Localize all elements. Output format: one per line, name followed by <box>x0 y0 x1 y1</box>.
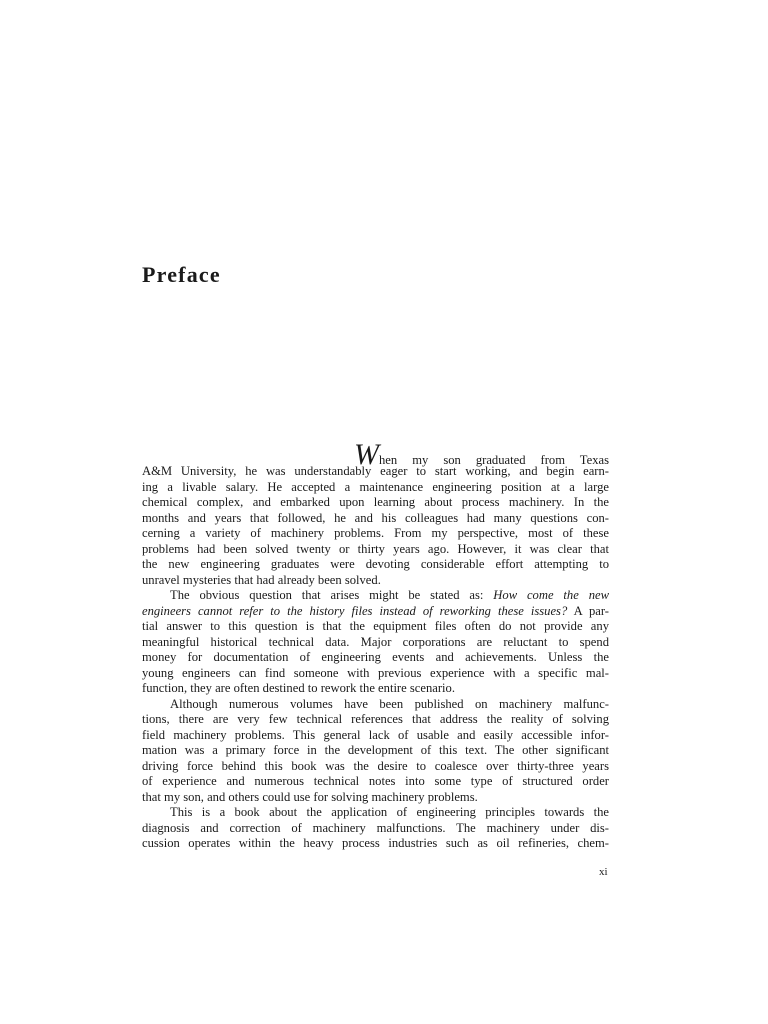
text-segment: hen my son graduated from Texas <box>379 453 609 467</box>
italic-segment: engineers cannot refer to the history files instead of reworking these issues? <box>142 603 568 618</box>
text-line <box>142 604 609 620</box>
text-segment: tial answer to this question is that the equipment files often do not provide any <box>142 619 609 633</box>
text-line <box>142 542 609 558</box>
text-segment: mation was a primary force in the development of this text. The other significant <box>142 743 609 757</box>
text-segment: cussion operates within the heavy process industries such as oil refineries, chem- <box>142 836 609 850</box>
text-segment: field machinery problems. This general lack of usable and easily accessible infor- <box>142 727 609 742</box>
italic-segment: How come the new <box>493 588 609 602</box>
text-segment: that my son, and others could use for solving machinery problems. <box>142 789 478 804</box>
text-line <box>142 588 609 604</box>
text-line <box>142 573 609 589</box>
text-segment: diagnosis and correction of machinery malfunctions. The machinery under dis- <box>142 820 609 835</box>
text-segment: function, they are often destined to rework the entire scenario. <box>142 681 455 695</box>
text-segment: the new engineering graduates were devoting considerable effort attempting to <box>142 557 609 571</box>
text-segment: of experience and numerous technical notes into some type of structured order <box>142 774 609 788</box>
text-line <box>142 790 609 806</box>
text-segment: Although numerous volumes have been published on machinery malfunc- <box>170 696 609 711</box>
page-number: xi <box>599 866 608 878</box>
text-segment: A&M University, he was understandably eager to start working, and begin earn- <box>142 464 609 478</box>
text-line <box>142 526 609 542</box>
text-line <box>142 480 609 496</box>
text-line <box>142 464 609 480</box>
text-segment: problems had been solved twenty or thirty years ago. However, it was clear that <box>142 541 609 556</box>
text-line <box>142 774 609 790</box>
text-segment: months and years that followed, he and his colleagues had many questions con- <box>142 510 609 525</box>
text-line <box>142 728 609 744</box>
text-segment: meaningful historical technical data. Major corporations are reluctant to spend <box>142 634 609 649</box>
text-line <box>142 697 609 713</box>
text-line <box>142 495 609 511</box>
text-segment: The obvious question that arises might be stated as: <box>170 588 494 602</box>
text-segment: young engineers can find someone with previous experience with a specific mal- <box>142 665 609 680</box>
text-segment: A par- <box>567 603 609 618</box>
text-line <box>142 743 609 759</box>
text-line <box>142 635 609 651</box>
text-line <box>142 666 609 682</box>
text-line <box>142 805 609 821</box>
text-segment: driving force behind this book was the desire to coalesce over thirty-three years <box>142 758 609 773</box>
text-segment: cerning a variety of machinery problems. From my perspective, most of these <box>142 526 609 540</box>
text-line <box>142 650 609 666</box>
text-segment: money for documentation of engineering events and achievements. Unless the <box>142 650 609 664</box>
text-segment: This is a book about the application of engineering principles towards the <box>170 805 609 819</box>
text-line <box>142 619 609 635</box>
text-line <box>142 712 609 728</box>
preface-body <box>142 432 609 852</box>
text-line <box>142 557 609 573</box>
text-segment: ing a livable salary. He accepted a maintenance engineering position at a large <box>142 479 609 494</box>
text-segment: tions, there are very few technical references that address the reality of solving <box>142 712 609 726</box>
drop-cap: W <box>354 438 379 471</box>
page-title: Preface <box>142 262 221 287</box>
text-line <box>142 511 609 527</box>
text-line <box>142 681 609 697</box>
text-segment: chemical complex, and embarked upon learning about process machinery. In the <box>142 495 609 509</box>
text-line <box>142 836 609 852</box>
text-segment: unravel mysteries that had already been solved. <box>142 572 381 587</box>
text-line <box>142 759 609 775</box>
text-line <box>142 821 609 837</box>
